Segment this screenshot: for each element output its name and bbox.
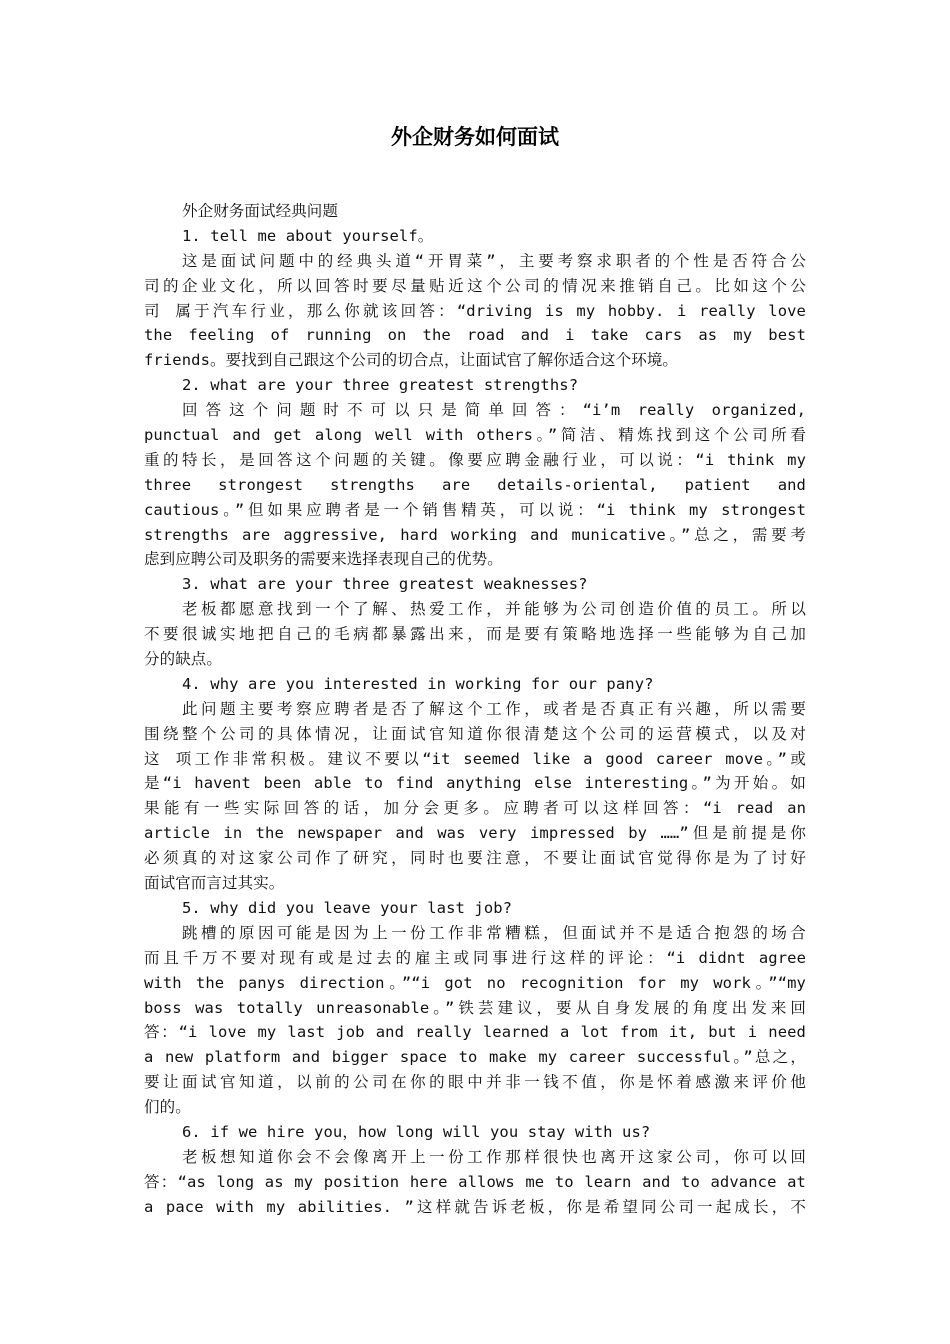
text-line: 老板想知道你会不会像离开上一份工作那样很快也离开这家公司，你可以回: [182, 1147, 806, 1166]
text-line: 1. tell me about yourself。: [182, 226, 434, 245]
text-line: 回答这个问题时不可以只是简单回答：“i’m really organized,: [182, 401, 806, 420]
text-line: 答：“as long as my position here allows me to learn and to advance at: [144, 1172, 806, 1191]
text-line: 跳槽的原因可能是因为上一份工作非常糟糕，但面试并不是适合抱怨的场合: [182, 923, 806, 942]
text-line: 是“i havent been able to find anything else interesting。”为开始。如: [144, 774, 806, 793]
text-line: three strongest strengths are details-oriental, patient and: [144, 475, 806, 494]
text-line: 面试官而言过其实。: [144, 874, 285, 893]
document-title: 外企财务如何面试: [391, 124, 559, 149]
text-line: punctual and get along well with others。”简洁、精炼找到这个公司所看: [144, 426, 806, 445]
text-line: 司的企业文化，所以回答时要尽量贴近这个公司的情况来推销自己。比如这个公: [144, 276, 806, 295]
text-line: 2. what are your three greatest strengths?: [182, 376, 579, 395]
text-line: 围绕整个公司的具体情况，让面试官知道你很清楚这个公司的运营模式，以及对: [144, 724, 806, 743]
text-line: friends。要找到自己跟这个公司的切合点，让面试官了解你适合这个环境。: [144, 351, 679, 370]
text-line: 虑到应聘公司及职务的需要来选择表现自己的优势。: [144, 550, 503, 569]
text-line: 们的。: [144, 1098, 191, 1117]
text-line: 果能有一些实际回答的话，加分会更多。应聘者可以这样回答：“i read an: [144, 799, 806, 818]
text-line: 分的缺点。: [144, 650, 223, 669]
text-line: 重的特长，是回答这个问题的关键。像要应聘金融行业，可以说：“i think my: [144, 450, 806, 469]
text-line: 此问题主要考察应聘者是否了解这个工作，或者是否真正有兴趣，所以需要: [182, 699, 806, 718]
text-line: 不要很诚实地把自己的毛病都暴露出来，而是要有策略地选择一些能够为自己加: [144, 625, 806, 644]
document-body: [144, 199, 806, 1220]
text-line: 老板都愿意找到一个了解、热爱工作，并能够为公司创造价值的员工。所以: [182, 600, 806, 619]
text-line: article in the newspaper and was very impressed by ……”但是前提是你: [144, 824, 806, 843]
text-line: boss was totally unreasonable。”铁芸建议，要从自身发展的角度出发来回: [144, 998, 806, 1017]
text-line: the feeling of running on the road and i take cars as my best: [144, 326, 806, 345]
text-line: 6. if we hire you，how long will you stay with us?: [182, 1122, 651, 1141]
text-line: 这是面试问题中的经典头道“开胃菜”，主要考察求职者的个性是否符合公: [182, 251, 806, 270]
text-line: 必须真的对这家公司作了研究，同时也要注意，不要让面试官觉得你是为了讨好: [144, 849, 806, 868]
text-line: 答：“i love my last job and really learned a lot from it, but i need: [144, 1023, 806, 1042]
text-line: with the panys direction。”“i got no recognition for my work。”“my: [144, 973, 806, 992]
text-line: 3. what are your three greatest weaknesses?: [182, 575, 588, 594]
text-line: cautious。”但如果应聘者是一个销售精英，可以说：“i think my strongest: [144, 500, 806, 519]
text-line: 这 项工作非常积极。建议不要以“it seemed like a good career move。”或: [144, 749, 806, 768]
text-line: a new platform and bigger space to make my career successful。”总之，: [144, 1048, 806, 1067]
text-line: strengths are aggressive, hard working and municative。”总之，需要考: [144, 525, 806, 544]
text-line: 而且千万不要对现有或是过去的雇主或同事进行这样的评论：“i didnt agree: [144, 948, 806, 967]
text-line: 4. why are you interested in working for our pany?: [182, 674, 654, 693]
text-line: 要让面试官知道，以前的公司在你的眼中并非一钱不值，你是怀着感激来评价他: [144, 1073, 806, 1092]
text-line: 外企财务面试经典问题: [182, 202, 339, 220]
text-line: a pace with my abilities. ”这样就告诉老板，你是希望同公司一起成长，不: [144, 1197, 806, 1216]
text-line: 5. why did you leave your last job?: [182, 898, 513, 917]
text-line: 司 属于汽车行业，那么你就该回答：“driving is my hobby. i really love: [144, 301, 806, 320]
